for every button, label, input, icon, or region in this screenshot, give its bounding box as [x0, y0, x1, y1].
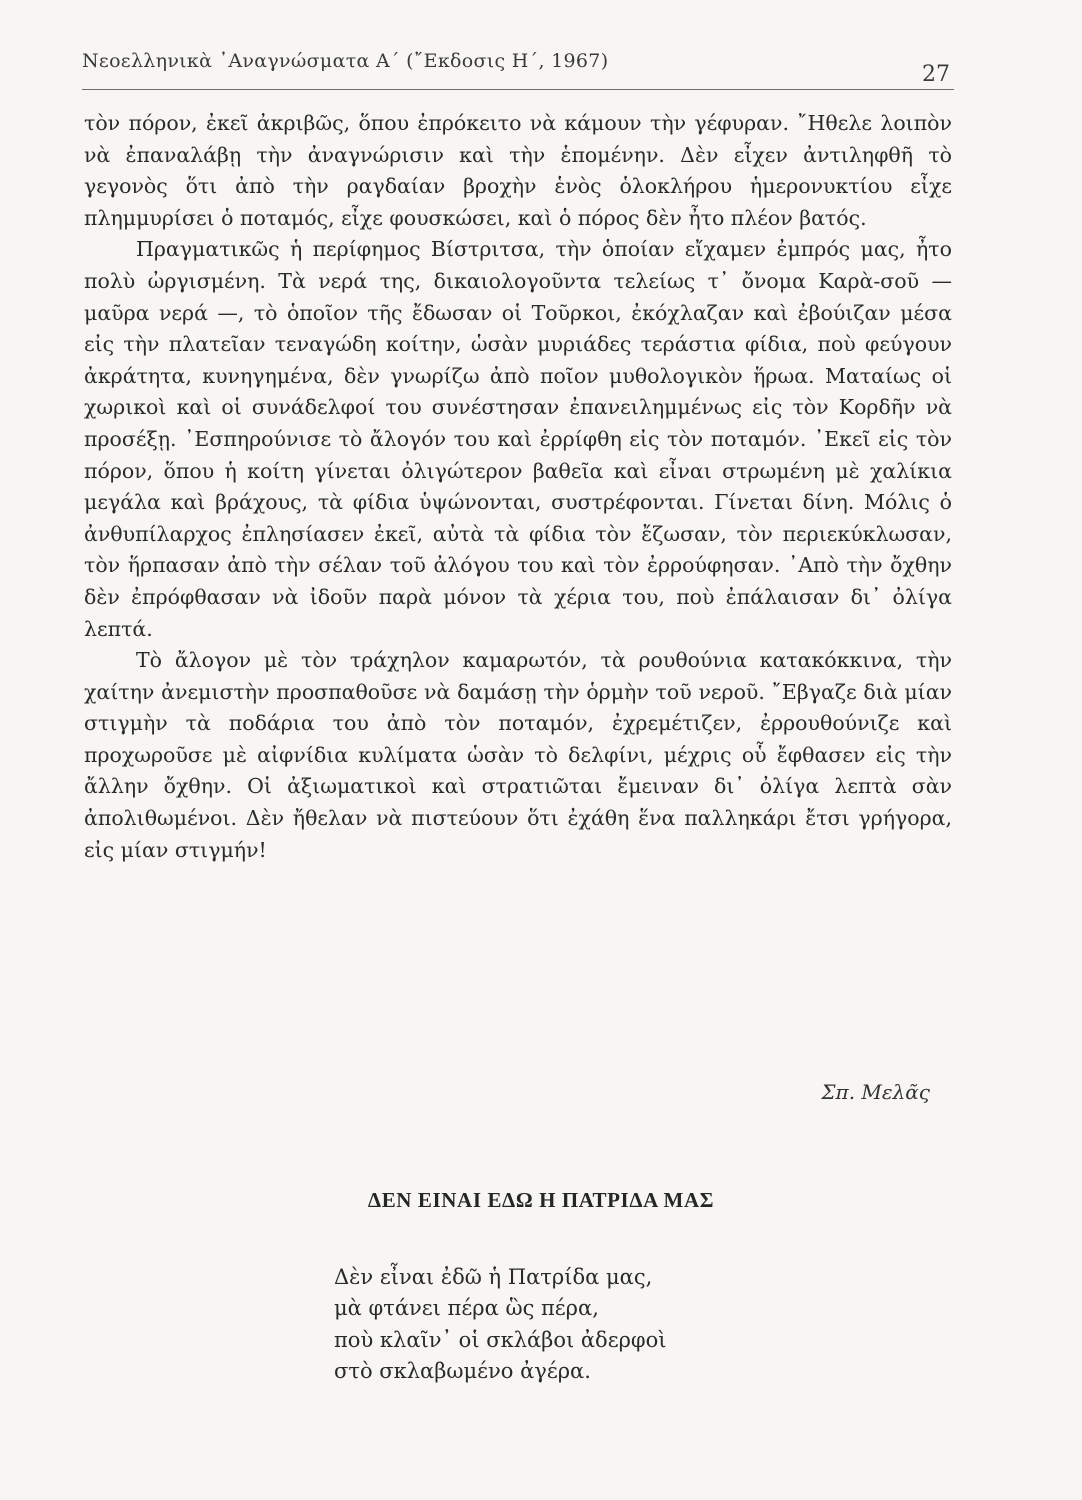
running-head: [82, 44, 958, 87]
header-rule: [82, 89, 954, 90]
poem-line: Δὲν εἶναι ἐδῶ ἡ Πατρίδα μας,: [334, 1265, 653, 1289]
poem-stanza: [334, 1262, 667, 1388]
page-number: 27: [922, 62, 950, 87]
paragraph: Πραγματικῶς ἡ περίφημος Βίστριτσα, τὴν ὁποίαν εἴχαμεν ἐμπρός μας, ἦτο πολὺ ὠργισμένη. Τὰ νερά της, δικαιολογοῦντα τελείως τ᾿ ὄνομα Καρὰ-σοῦ — μαῦρα νερά —, τὸ ὁποῖον τῆς ἔδωσαν οἱ Τοῦρκοι, ἐκόχλαζαν καὶ ἐβούιζαν μέσα εἰς τὴν πλατεῖαν τεναγώδη κοίτην, ὡσὰν μυριάδες τεράστια φίδια, ποὺ φεύγουν ἀκράτητα, κυνηγημένα, δὲν γνωρίζω ἀπὸ ποῖον μυθολογικὸν ἥρωα. Ματαίως οἱ χωρικοὶ καὶ οἱ συνάδελφοί του συνέστησαν ἐπανειλημμένως εἰς τὸν Κορδῆν νὰ προσέξῃ. ᾿Εσπηρούνισε τὸ ἄλογόν του καὶ ἐρρίφθη εἰς τὸν ποταμόν. ᾿Εκεῖ εἰς τὸν πόρον, ὅπου ἡ κοίτη γίνεται ὀλιγώτερον βαθεῖα καὶ εἶναι στρωμένη μὲ χαλίκια μεγάλα καὶ βράχους, τὰ φίδια ὑψώνονται, συστρέφονται. Γίνεται δίνη. Μόλις ὁ ἀνθυπίλαρχος ἐπλησίασεν ἐκεῖ, αὐτὰ τὰ φίδια τὸν ἔζωσαν, τὸν περιεκύκλωσαν, τὸν ἥρπασαν ἀπὸ τὴν σέλαν τοῦ ἀλόγου του καὶ τὸν ἐρρούφησαν. ᾿Απὸ τὴν ὄχθην δὲν ἐπρόφθασαν νὰ ἰδοῦν παρὰ μόνον τὰ χέρια του, ποὺ ἐπάλαισαν δι᾿ ὀλίγα λεπτά.: [84, 237, 952, 641]
paragraph: Τὸ ἄλογον μὲ τὸν τράχηλον καμαρωτόν, τὰ ρουθούνια κατακόκκινα, τὴν χαίτην ἀνεμιστὴν προσπαθοῦσε νὰ δαμάσῃ τὴν ὁρμὴν τοῦ νεροῦ. ῎Εβγαζε διὰ μίαν στιγμὴν τὰ ποδάρια του ἀπὸ τὸν ποταμόν, ἐχρεμέτιζεν, ἐρρουθούνιζε καὶ προχωροῦσε μὲ αἰφνίδια κυλίματα ὡσὰν τὸ δελφίνι, μέχρις οὗ ἔφθασεν εἰς τὴν ἄλλην ὄχθην. Οἱ ἀξιωματικοὶ καὶ στρατιῶται ἔμειναν δι᾿ ὀλίγα λεπτὰ σὰν ἀπολιθωμένοι. Δὲν ἤθελαν νὰ πιστεύουν ὅτι ἐχάθη ἕνα παλληκάρι ἔτσι γρήγορα, εἰς μίαν στιγμήν!: [84, 648, 952, 862]
poem-line: μὰ φτάνει πέρα ὣς πέρα,: [334, 1296, 599, 1321]
poem-line: στὸ σκλαβωμένο ἀγέρα.: [334, 1359, 591, 1384]
poem-line: ποὺ κλαῖν᾿ οἱ σκλάβοι ἀδερφοὶ: [334, 1327, 667, 1352]
paragraph-continued: τὸν πόρον, ἐκεῖ ἀκριβῶς, ὅπου ἐπρόκειτο νὰ κάμουν τὴν γέφυραν. ῎Ηθελε λοιπὸν νὰ ἐπαναλάβῃ τὴν ἀναγνώρισιν καὶ τὴν ἑπομένην. Δὲν εἶχεν ἀντιληφθῆ τὸ γεγονὸς ὅτι ἀπὸ τὴν ραγδαίαν βροχὴν ἑνὸς ὁλοκλήρου ἡμερονυκτίου εἶχε πλημμυρίσει ὁ ποταμός, εἶχε φουσκώσει, καὶ ὁ πόρος δὲν ἦτο πλέον βατός.: [84, 111, 952, 230]
poem-title: ΔΕΝ ΕΙΝΑΙ ΕΔΩ Η ΠΑΤΡΙΔΑ ΜΑΣ: [367, 1188, 715, 1212]
author-signature: Σπ. Μελᾶς: [821, 1080, 930, 1104]
prose-body: [84, 108, 952, 866]
running-title: Νεοελληνικὰ ᾿Αναγνώσματα Α΄ (῎Εκδοσις Η΄, 1967): [82, 50, 609, 72]
